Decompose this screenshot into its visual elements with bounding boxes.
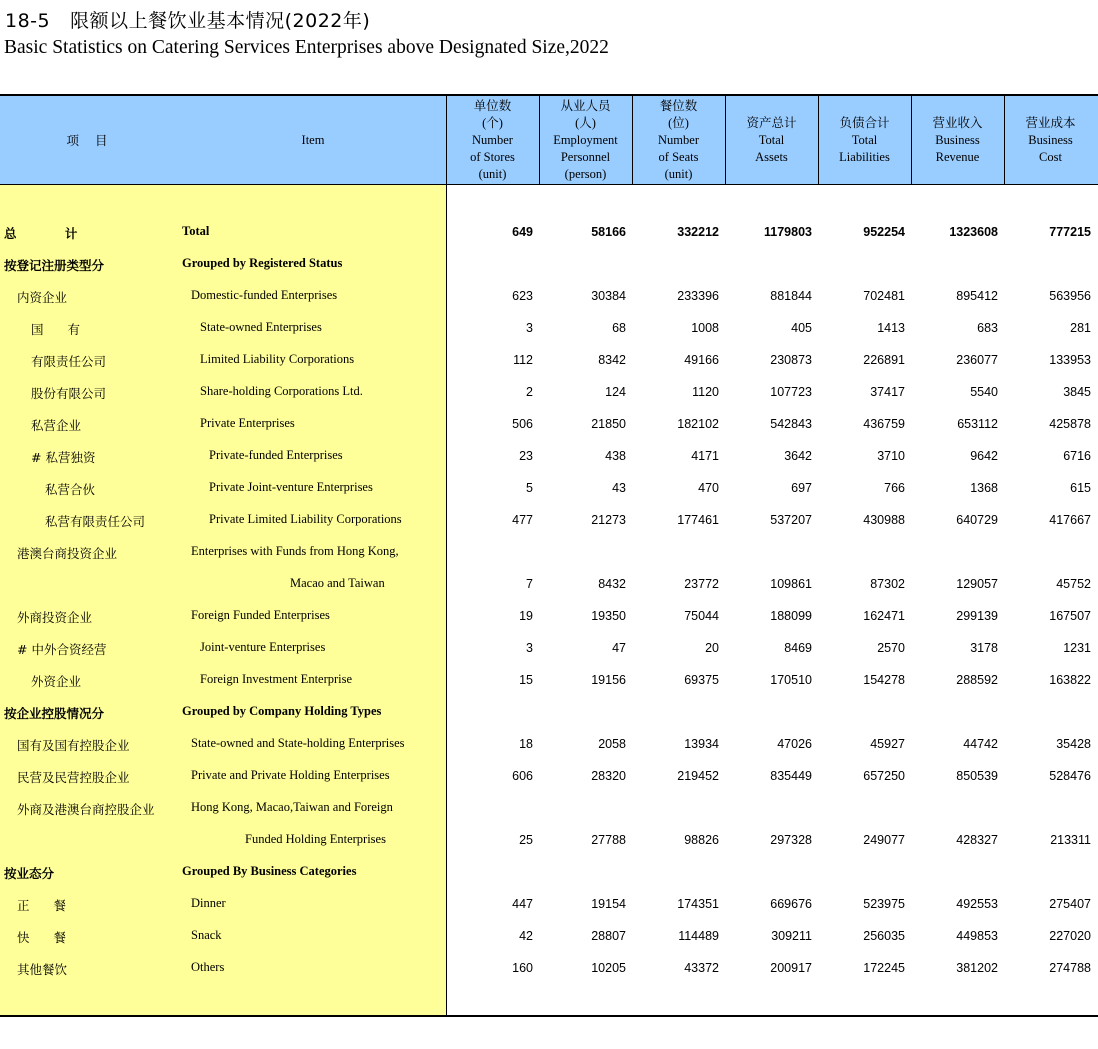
- header-column-line: (person): [564, 166, 607, 181]
- row-value: 170510: [770, 673, 812, 687]
- row-label-en: Total: [182, 224, 210, 238]
- row-value: 1231: [1063, 641, 1091, 655]
- row-value: 640729: [956, 513, 998, 527]
- row-value: 3: [526, 321, 533, 335]
- row-label-en: Others: [191, 960, 225, 974]
- row-value: 542843: [770, 417, 812, 431]
- row-value: 653112: [957, 417, 998, 431]
- table-header: [0, 96, 1098, 185]
- row-value: 9642: [970, 449, 998, 463]
- row-value: 112: [513, 353, 533, 367]
- row-value: 236077: [956, 353, 998, 367]
- row-value: 30384: [591, 289, 626, 303]
- row-value: 606: [512, 769, 533, 783]
- header-column-line: Number: [472, 132, 513, 147]
- header-column-3: [632, 96, 725, 184]
- row-label-cn: 外商投资企业: [17, 610, 93, 625]
- row-label-cn: # 私营独资: [31, 450, 96, 465]
- header-column-line: 资产总计: [746, 115, 797, 130]
- row-label-cn: 快 餐: [17, 930, 76, 945]
- row-label-cn: 外商及港澳台商控股企业: [17, 802, 155, 817]
- row-value: 3178: [970, 641, 998, 655]
- header-column-7: [1004, 96, 1097, 184]
- header-column-line: (unit): [478, 166, 507, 181]
- row-value: 28807: [591, 929, 626, 943]
- row-value: 174351: [677, 897, 719, 911]
- table-row: [0, 344, 1098, 376]
- row-value: 20: [705, 641, 719, 655]
- row-value: 7: [526, 577, 533, 591]
- header-column-line: Business: [935, 132, 980, 147]
- row-value: 21273: [591, 513, 626, 527]
- row-label-cn: # 中外合资经营: [17, 642, 107, 657]
- row-value: 436759: [863, 417, 905, 431]
- column-divider: [632, 96, 633, 184]
- header-column-line: (个): [482, 115, 503, 130]
- row-value: 288592: [956, 673, 998, 687]
- row-label-cn: 股份有限公司: [31, 386, 107, 401]
- row-value: 154278: [863, 673, 905, 687]
- row-value: 19350: [591, 609, 626, 623]
- table-title-cn-text: 限额以上餐饮业基本情况(2022年): [70, 10, 371, 32]
- header-column-line: Number: [658, 132, 699, 147]
- header-column-line: 单位数: [473, 98, 512, 113]
- row-value: 449853: [956, 929, 998, 943]
- table-row: [0, 856, 1098, 888]
- row-value: 1368: [970, 481, 998, 495]
- row-value: 98826: [684, 833, 719, 847]
- row-value: 75044: [684, 609, 719, 623]
- column-divider: [911, 96, 912, 184]
- row-value: 657250: [863, 769, 905, 783]
- header-column-1: [446, 96, 539, 184]
- row-label-cn: 内资企业: [17, 290, 68, 305]
- table-row: [0, 248, 1098, 280]
- row-label-cn: 私营有限责任公司: [45, 514, 146, 529]
- row-value: 13934: [684, 737, 719, 751]
- row-value: 15: [519, 673, 533, 687]
- row-label-en: Private-funded Enterprises: [209, 448, 343, 462]
- row-value: 777215: [1049, 225, 1091, 239]
- row-value: 129057: [956, 577, 998, 591]
- row-value: 417667: [1049, 513, 1091, 527]
- row-label-en: Grouped by Registered Status: [182, 256, 343, 270]
- row-value: 4171: [691, 449, 719, 463]
- table-row: [0, 568, 1098, 600]
- row-label-en: State-owned and State-holding Enterprises: [191, 736, 405, 750]
- table-row: [0, 408, 1098, 440]
- header-column-line: Business: [1028, 132, 1073, 147]
- row-value: 669676: [770, 897, 812, 911]
- row-value: 35428: [1056, 737, 1091, 751]
- table-row: [0, 632, 1098, 664]
- row-value: 523975: [863, 897, 905, 911]
- header-column-2: [539, 96, 632, 184]
- row-value: 537207: [770, 513, 812, 527]
- row-value: 47: [612, 641, 626, 655]
- row-value: 3642: [784, 449, 812, 463]
- row-value: 182102: [677, 417, 719, 431]
- row-value: 8432: [598, 577, 626, 591]
- header-column-line: Total: [758, 132, 785, 147]
- row-value: 213311: [1050, 833, 1091, 847]
- row-value: 45927: [870, 737, 905, 751]
- row-value: 428327: [956, 833, 998, 847]
- row-label-cn: 按业态分: [4, 866, 55, 881]
- row-value: 167507: [1049, 609, 1091, 623]
- row-value: 563956: [1049, 289, 1091, 303]
- table-row: [0, 920, 1098, 952]
- row-label-cn: 有限责任公司: [31, 354, 107, 369]
- table-row: [0, 664, 1098, 696]
- row-value: 470: [698, 481, 719, 495]
- row-value: 219452: [677, 769, 719, 783]
- row-value: 107723: [770, 385, 812, 399]
- row-value: 163822: [1049, 673, 1091, 687]
- row-value: 43372: [684, 961, 719, 975]
- row-value: 45752: [1056, 577, 1091, 591]
- row-label-cn: 总 计: [4, 226, 100, 241]
- row-value: 492553: [956, 897, 998, 911]
- row-label-cn: 国 有: [31, 322, 90, 337]
- header-column-line: (unit): [664, 166, 693, 181]
- row-value: 162471: [863, 609, 905, 623]
- table-row: [0, 696, 1098, 728]
- row-value: 506: [512, 417, 533, 431]
- row-value: 5540: [970, 385, 998, 399]
- row-value: 309211: [771, 929, 812, 943]
- table-row: [0, 600, 1098, 632]
- header-column-line: Cost: [1039, 149, 1062, 164]
- header-column-line: Revenue: [935, 149, 980, 164]
- row-value: 177461: [677, 513, 719, 527]
- row-value: 683: [977, 321, 998, 335]
- row-label-en: Macao and Taiwan: [290, 576, 385, 590]
- header-column-line: 营业收入: [932, 115, 983, 130]
- row-value: 249077: [863, 833, 905, 847]
- row-value: 702481: [863, 289, 905, 303]
- row-value: 2: [526, 385, 533, 399]
- row-value: 133953: [1049, 353, 1091, 367]
- table-title-en: Basic Statistics on Catering Services Enterprises above Designated Size,2022: [4, 37, 609, 58]
- bottom-rule: [0, 1015, 1098, 1017]
- row-label-en: Private Limited Liability Corporations: [209, 512, 402, 526]
- column-divider: [725, 96, 726, 184]
- row-label-cn: 私营合伙: [45, 482, 96, 497]
- table-number: 18-5: [5, 10, 51, 32]
- header-column-line: 从业人员: [560, 98, 611, 113]
- row-label-en: Hong Kong, Macao,Taiwan and Foreign: [191, 800, 393, 814]
- row-value: 1008: [691, 321, 719, 335]
- header-column-line: (人): [575, 115, 596, 130]
- row-label-cn: 按企业控股情况分: [4, 706, 105, 721]
- row-value: 425878: [1049, 417, 1091, 431]
- header-column-line: (位): [668, 115, 689, 130]
- row-value: 2058: [598, 737, 626, 751]
- row-value: 10205: [591, 961, 626, 975]
- row-value: 5: [526, 481, 533, 495]
- row-value: 23: [519, 449, 533, 463]
- row-label-en: Enterprises with Funds from Hong Kong,: [191, 544, 399, 558]
- table-row: [0, 824, 1098, 856]
- row-value: 44742: [963, 737, 998, 751]
- row-value: 2570: [877, 641, 905, 655]
- row-value: 332212: [677, 225, 719, 239]
- row-value: 27788: [591, 833, 626, 847]
- header-column-line: 负债合计: [839, 115, 890, 130]
- row-label-en: Limited Liability Corporations: [200, 352, 355, 366]
- row-value: 6716: [1063, 449, 1091, 463]
- row-value: 438: [605, 449, 626, 463]
- row-value: 447: [512, 897, 533, 911]
- table-row: [0, 952, 1098, 984]
- row-value: 297328: [770, 833, 812, 847]
- row-value: 188099: [770, 609, 812, 623]
- row-value: 172245: [863, 961, 905, 975]
- header-column-line: 营业成本: [1025, 115, 1076, 130]
- row-value: 3: [526, 641, 533, 655]
- row-value: 615: [1070, 481, 1091, 495]
- header-column-line: Liabilities: [839, 149, 890, 164]
- row-value: 8469: [784, 641, 812, 655]
- header-column-line: Personnel: [560, 149, 611, 164]
- row-value: 69375: [684, 673, 719, 687]
- row-label-cn: 按登记注册类型分: [4, 258, 105, 273]
- row-value: 299139: [956, 609, 998, 623]
- row-value: 281: [1070, 321, 1091, 335]
- row-label-en: State-owned Enterprises: [200, 320, 322, 334]
- row-value: 623: [512, 289, 533, 303]
- row-value: 43: [612, 481, 626, 495]
- row-value: 1323608: [949, 225, 998, 239]
- row-value: 477: [512, 513, 533, 527]
- column-divider: [539, 96, 540, 184]
- header-column-4: [725, 96, 818, 184]
- row-value: 160: [512, 961, 533, 975]
- row-label-en: Private and Private Holding Enterprises: [191, 768, 390, 782]
- table-title-cn: [5, 6, 370, 33]
- table-row: [0, 760, 1098, 792]
- row-value: 233396: [677, 289, 719, 303]
- row-value: 275407: [1049, 897, 1091, 911]
- row-label-cn: 港澳台商投资企业: [17, 546, 118, 561]
- row-label-en: Domestic-funded Enterprises: [191, 288, 338, 302]
- row-label-cn: 私营企业: [31, 418, 82, 433]
- header-column-line: of Stores: [470, 149, 515, 164]
- row-value: 8342: [598, 353, 626, 367]
- row-value: 256035: [863, 929, 905, 943]
- row-value: 1120: [692, 385, 719, 399]
- row-value: 109861: [770, 577, 812, 591]
- header-item-cn: 项 目: [66, 132, 114, 148]
- row-value: 28320: [591, 769, 626, 783]
- row-label-cn: 外资企业: [31, 674, 82, 689]
- row-value: 649: [512, 225, 533, 239]
- row-value: 230873: [770, 353, 812, 367]
- header-column-line: Employment: [553, 132, 618, 147]
- row-value: 47026: [777, 737, 812, 751]
- row-label-en: Joint-venture Enterprises: [200, 640, 326, 654]
- row-value: 381202: [956, 961, 998, 975]
- table-row: [0, 888, 1098, 920]
- row-label-en: Private Enterprises: [200, 416, 295, 430]
- header-column-line: Total: [851, 132, 878, 147]
- header-column-line: of Seats: [658, 149, 699, 164]
- table-row: [0, 312, 1098, 344]
- table-row: [0, 440, 1098, 472]
- row-value: 200917: [770, 961, 812, 975]
- row-value: 850539: [956, 769, 998, 783]
- row-label-cn: 正 餐: [17, 898, 76, 913]
- column-divider: [818, 96, 819, 184]
- header-column-line: Assets: [755, 149, 788, 164]
- table-row: [0, 728, 1098, 760]
- table-row: [0, 216, 1098, 248]
- row-value: 766: [884, 481, 905, 495]
- row-label-en: Foreign Funded Enterprises: [191, 608, 330, 622]
- row-label-en: Grouped By Business Categories: [182, 864, 357, 878]
- row-value: 1413: [877, 321, 905, 335]
- row-value: 226891: [863, 353, 905, 367]
- row-value: 3845: [1063, 385, 1091, 399]
- row-label-en: Funded Holding Enterprises: [245, 832, 386, 846]
- header-column-5: [818, 96, 911, 184]
- row-value: 19154: [591, 897, 626, 911]
- row-value: 19: [519, 609, 533, 623]
- header-column-line: 餐位数: [659, 98, 698, 113]
- row-value: 952254: [863, 225, 905, 239]
- row-label-en: Dinner: [191, 896, 226, 910]
- row-value: 19156: [591, 673, 626, 687]
- row-value: 37417: [870, 385, 905, 399]
- row-value: 1179803: [764, 225, 812, 239]
- row-value: 3710: [877, 449, 905, 463]
- row-value: 23772: [684, 577, 719, 591]
- table-row: [0, 504, 1098, 536]
- row-label-en: Share-holding Corporations Ltd.: [200, 384, 363, 398]
- row-label-cn: 国有及国有控股企业: [17, 738, 130, 753]
- row-value: 25: [519, 833, 533, 847]
- row-value: 697: [791, 481, 812, 495]
- table-row: [0, 472, 1098, 504]
- row-value: 18: [519, 737, 533, 751]
- row-value: 835449: [770, 769, 812, 783]
- row-value: 881844: [770, 289, 812, 303]
- table-row: [0, 280, 1098, 312]
- row-value: 21850: [591, 417, 626, 431]
- column-divider: [1004, 96, 1005, 184]
- row-value: 114489: [678, 929, 719, 943]
- row-label-cn: 民营及民营控股企业: [17, 770, 130, 785]
- row-value: 274788: [1049, 961, 1091, 975]
- header-item-en: Item: [301, 132, 325, 147]
- row-value: 430988: [863, 513, 905, 527]
- row-value: 124: [605, 385, 626, 399]
- row-value: 58166: [591, 225, 626, 239]
- table-row: [0, 792, 1098, 824]
- row-value: 227020: [1049, 929, 1091, 943]
- row-value: 68: [612, 321, 626, 335]
- row-value: 49166: [684, 353, 719, 367]
- row-label-en: Grouped by Company Holding Types: [182, 704, 382, 718]
- row-label-en: Foreign Investment Enterprise: [200, 672, 353, 686]
- row-label-en: Snack: [191, 928, 222, 942]
- row-value: 528476: [1049, 769, 1091, 783]
- row-value: 895412: [956, 289, 998, 303]
- row-value: 405: [791, 321, 812, 335]
- row-value: 42: [519, 929, 533, 943]
- table-row: [0, 376, 1098, 408]
- row-value: 87302: [870, 577, 905, 591]
- row-label-cn: 其他餐饮: [17, 962, 68, 977]
- table-row: [0, 536, 1098, 568]
- header-column-6: [911, 96, 1004, 184]
- row-label-en: Private Joint-venture Enterprises: [209, 480, 373, 494]
